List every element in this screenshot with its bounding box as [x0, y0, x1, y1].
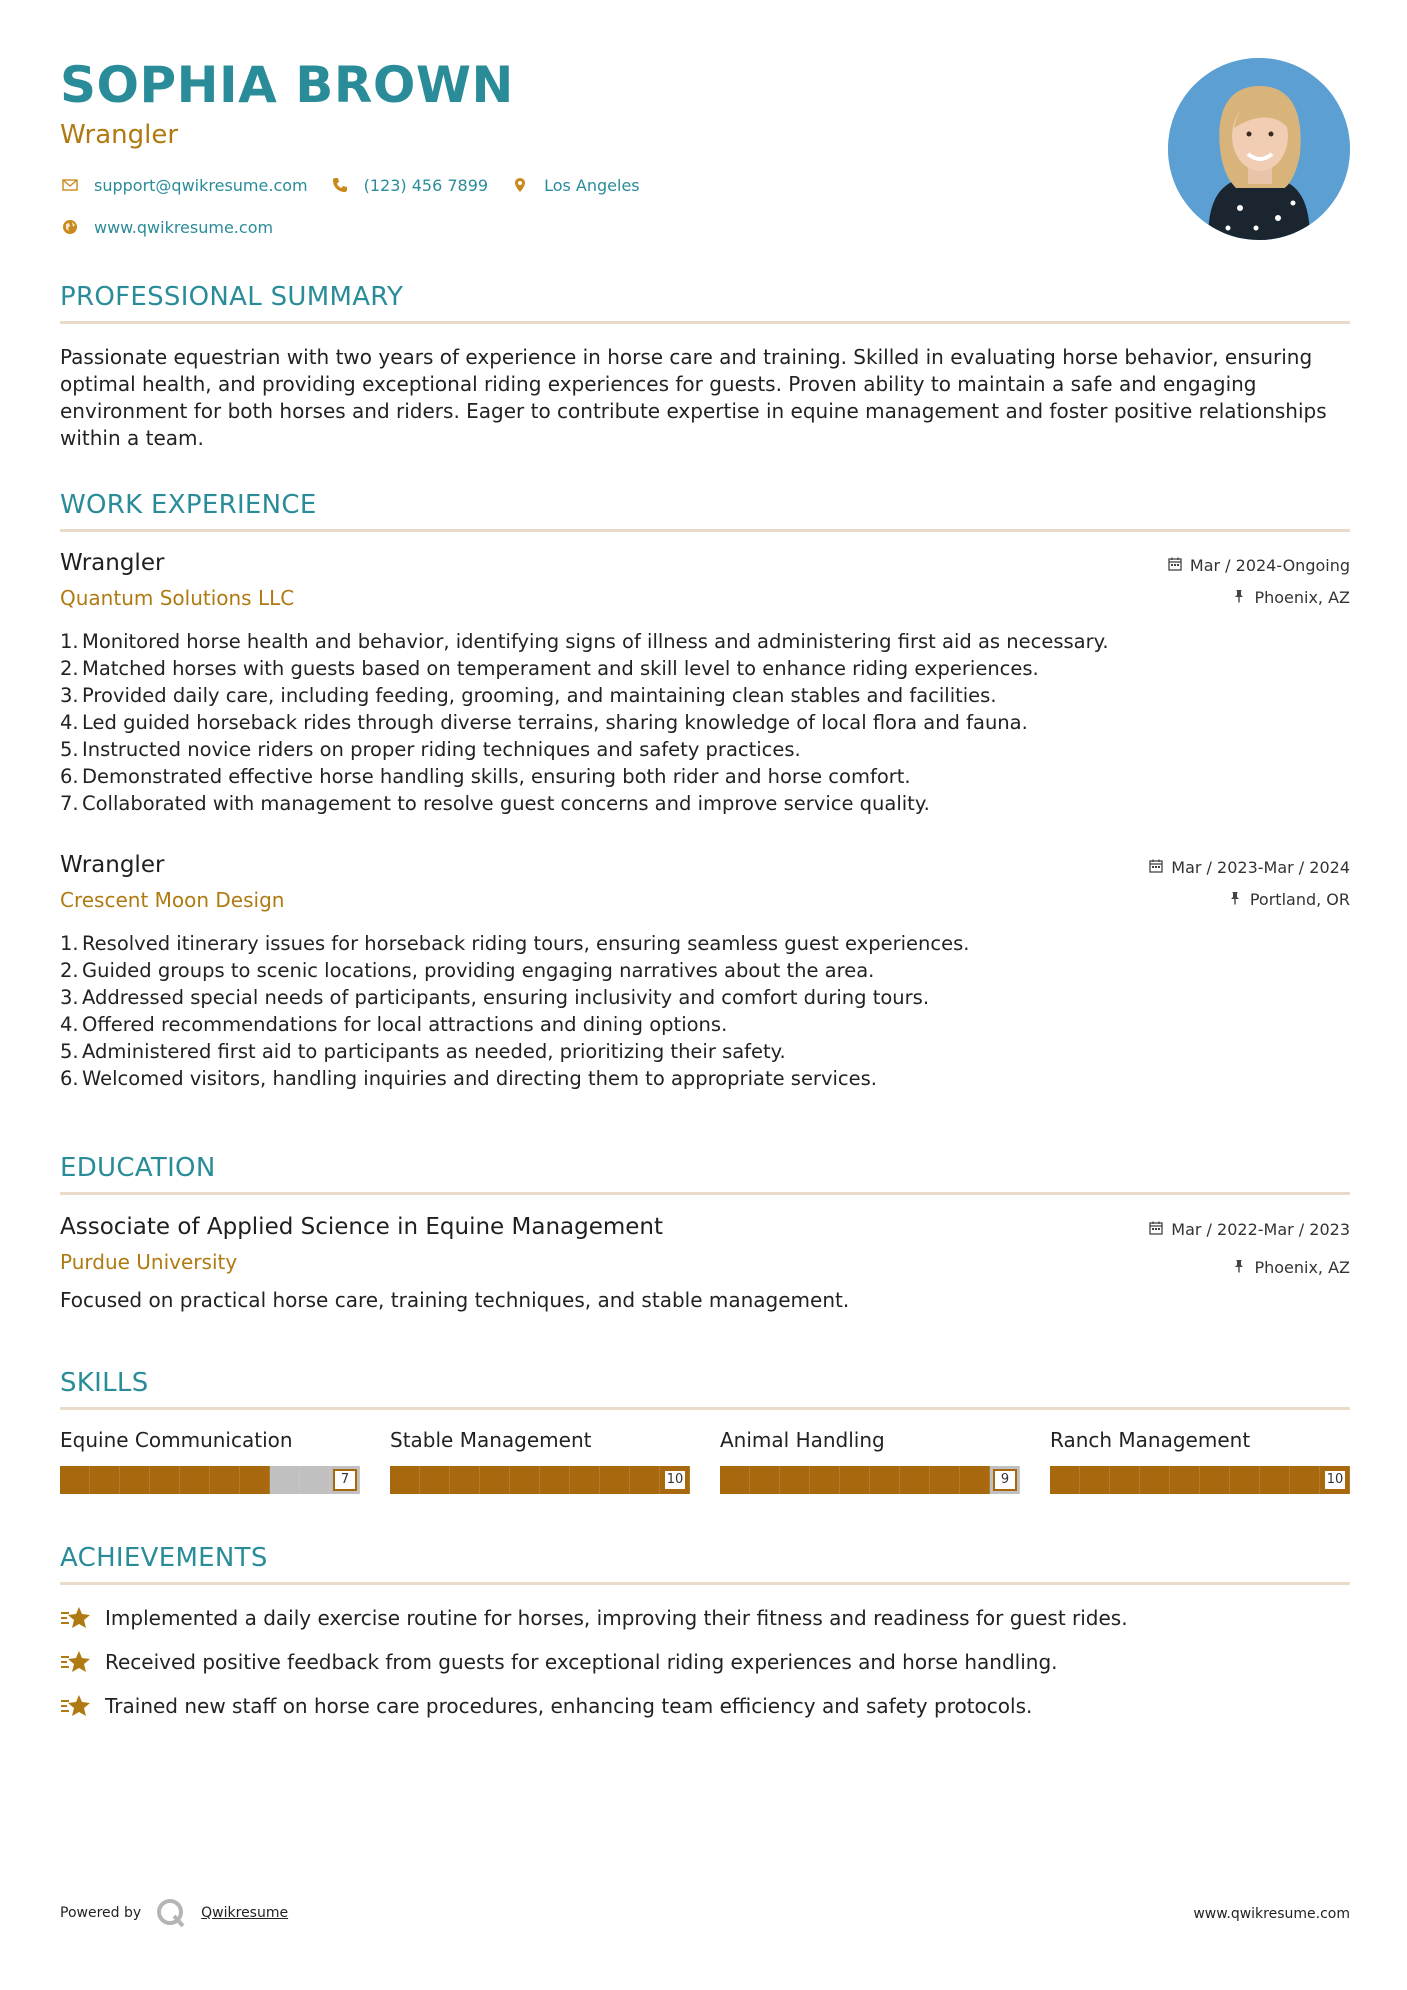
skill-name: Stable Management [390, 1428, 592, 1452]
powered-by-label: Powered by [60, 1905, 142, 1921]
job-bullets [60, 628, 1350, 817]
pushpin-icon [1232, 1259, 1248, 1275]
achievement-item [60, 1603, 1350, 1633]
list-item: 2. Guided groups to scenic locations, providing engaging narratives about the area. [60, 959, 875, 982]
education-location: Phoenix, AZ [1254, 1257, 1350, 1277]
job-company: Crescent Moon Design [60, 888, 285, 912]
section-divider [60, 1582, 1350, 1585]
star-award-icon [60, 1605, 92, 1631]
skills-heading: SKILLS [60, 1368, 149, 1398]
star-award-icon [60, 1693, 92, 1719]
job-entry [60, 852, 1350, 1092]
skill-bar [60, 1466, 360, 1494]
calendar-icon [1149, 1221, 1165, 1237]
job-entry [60, 550, 1350, 817]
skill-name: Equine Communication [60, 1428, 293, 1452]
job-dates: Mar / 2024-Ongoing [1189, 555, 1350, 575]
section-divider [60, 529, 1350, 532]
skill-bar [390, 1466, 690, 1494]
job-company: Quantum Solutions LLC [60, 586, 295, 610]
footer-powered-by [60, 1897, 288, 1929]
envelope-icon [60, 175, 80, 195]
job-title: Wrangler [60, 852, 165, 878]
skill-bar [1050, 1466, 1350, 1494]
footer-website[interactable]: www.qwikresume.com [1193, 1906, 1350, 1922]
job-meta [1149, 856, 1350, 920]
skill-bar [720, 1466, 1020, 1494]
skill-item [60, 1428, 360, 1494]
job-title: Wrangler [60, 550, 165, 576]
achievement-text: Implemented a daily exercise routine for horses, improving their fitness and readiness for guest rides. [105, 1606, 1128, 1630]
achievement-item [60, 1691, 1350, 1721]
summary-text: Passionate equestrian with two years of experience in horse care and training. Skilled in evaluating horse behavior, ensuring optimal health, and providing exceptional riding experiences for guests. Proven ability to maintain a safe and engaging environment for both horses and riders. Eager to contribute expertise in equine management and foster positive relationships within a team. [60, 345, 1327, 450]
list-item: 4. Led guided horseback rides through diverse terrains, sharing knowledge of local flora and fauna. [60, 711, 1028, 734]
list-item: 1. Monitored horse health and behavior, identifying signs of illness and administering first aid as necessary. [60, 630, 1109, 653]
map-pin-icon [510, 175, 530, 195]
skill-level: 7 [333, 1469, 357, 1491]
list-item: 7. Collaborated with management to resolve guest concerns and improve service quality. [60, 792, 930, 815]
skill-item [390, 1428, 690, 1494]
phone-icon [330, 175, 350, 195]
education-heading: EDUCATION [60, 1153, 216, 1183]
list-item: 5. Administered first aid to participants as needed, prioritizing their safety. [60, 1040, 786, 1063]
skill-name: Ranch Management [1050, 1428, 1251, 1452]
job-dates: Mar / 2023-Mar / 2024 [1171, 857, 1350, 877]
list-item: 3. Provided daily care, including feeding, grooming, and maintaining clean stables and facilities. [60, 684, 997, 707]
skill-name: Animal Handling [720, 1428, 885, 1452]
profile-photo [1168, 58, 1350, 240]
website-link[interactable]: www.qwikresume.com [94, 217, 274, 237]
skills-list [60, 1428, 1350, 1494]
list-item: 6. Welcomed visitors, handling inquiries and directing them to appropriate services. [60, 1067, 877, 1090]
achievements-list [60, 1603, 1350, 1735]
email-link[interactable]: support@qwikresume.com [94, 175, 308, 195]
star-award-icon [60, 1649, 92, 1675]
school-name: Purdue University [60, 1250, 238, 1274]
skill-level: 10 [1323, 1469, 1347, 1491]
section-divider [60, 321, 1350, 324]
skill-level: 9 [993, 1469, 1017, 1491]
achievements-heading: ACHIEVEMENTS [60, 1543, 268, 1573]
list-item: 5. Instructed novice riders on proper riding techniques and safety practices. [60, 738, 801, 761]
list-item: 1. Resolved itinerary issues for horseback riding tours, ensuring seamless guest experiences. [60, 932, 970, 955]
job-location: Portland, OR [1249, 889, 1350, 909]
brand-link[interactable]: Qwikresume [201, 1905, 289, 1921]
list-item: 2. Matched horses with guests based on temperament and skill level to enhance riding experiences. [60, 657, 1039, 680]
list-item: 4. Offered recommendations for local attractions and dining options. [60, 1013, 728, 1036]
summary-heading: PROFESSIONAL SUMMARY [60, 282, 404, 312]
list-item: 3. Addressed special needs of participants, ensuring inclusivity and comfort during tours. [60, 986, 930, 1009]
job-bullets [60, 930, 1350, 1092]
pushpin-icon [1228, 891, 1244, 907]
section-divider [60, 1407, 1350, 1410]
education-meta [1149, 1218, 1350, 1288]
calendar-icon [1149, 859, 1165, 875]
contact-info [60, 172, 662, 256]
globe-icon [60, 217, 80, 237]
achievement-item [60, 1647, 1350, 1677]
experience-heading: WORK EXPERIENCE [60, 490, 317, 520]
pushpin-icon [1232, 589, 1248, 605]
education-dates: Mar / 2022-Mar / 2023 [1171, 1219, 1350, 1239]
list-item: 6. Demonstrated effective horse handling skills, ensuring both rider and horse comfort. [60, 765, 911, 788]
location-text: Los Angeles [544, 175, 640, 195]
education-entry [60, 1214, 1350, 1312]
skill-level: 10 [663, 1469, 687, 1491]
education-description: Focused on practical horse care, training techniques, and stable management. [60, 1288, 850, 1312]
phone-number[interactable]: (123) 456 7899 [363, 175, 489, 195]
degree-title: Associate of Applied Science in Equine Management [60, 1214, 664, 1240]
job-location: Phoenix, AZ [1254, 587, 1350, 607]
skill-item [1050, 1428, 1350, 1494]
calendar-icon [1168, 557, 1184, 573]
candidate-name: SOPHIA BROWN [60, 56, 514, 114]
qwikresume-logo-icon [155, 1897, 187, 1929]
skill-item [720, 1428, 1020, 1494]
achievement-text: Trained new staff on horse care procedures, enhancing team efficiency and safety protocols. [105, 1694, 1033, 1718]
job-meta [1168, 554, 1350, 618]
achievement-text: Received positive feedback from guests for exceptional riding experiences and horse handling. [105, 1650, 1058, 1674]
candidate-title: Wrangler [60, 120, 179, 150]
section-divider [60, 1192, 1350, 1195]
